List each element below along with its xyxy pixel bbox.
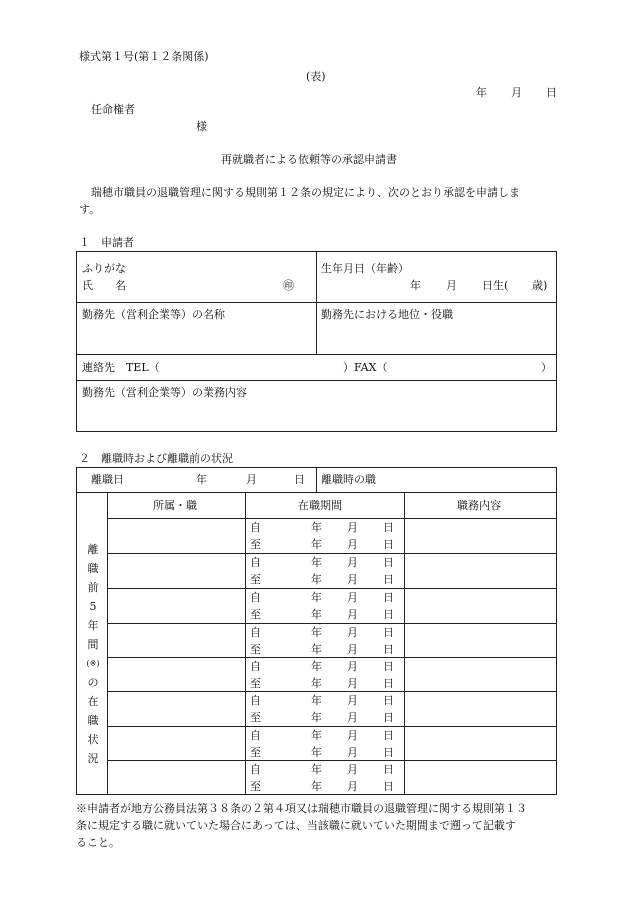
period-row-8-from-m: 月 (347, 763, 358, 776)
period-row-1-to-m: 月 (347, 538, 358, 551)
col-dept-header: 所属・職 (153, 499, 197, 512)
period-row-2-to-m: 月 (347, 573, 358, 586)
period-row-3-from-from: 自 (250, 591, 261, 604)
form-number: 様式第１号(第１２条関係) (79, 50, 209, 63)
retire-post-label: 離職時の職 (321, 473, 376, 486)
employer-position-label: 勤務先における地位・役職 (321, 308, 453, 321)
birth-day-age: 日生( (482, 279, 509, 292)
birth-month: 月 (446, 279, 457, 292)
period-row-2-from-d: 日 (383, 556, 394, 569)
fax-close: ） (541, 361, 552, 374)
section2-heading: ２ 離職時および離職前の状況 (79, 452, 233, 465)
intro-line-2: す。 (79, 203, 101, 216)
period-row-6-to-m: 月 (347, 711, 358, 724)
period-row-8-to-y: 年 (311, 780, 322, 793)
period-row-1-from-d: 日 (383, 521, 394, 534)
section1-heading: １ 申請者 (79, 236, 134, 249)
note-line-2: 条に規定する職に就いていた場合にあっては、当該職に就いていた期間まで遡って記載す (76, 819, 516, 832)
retire-month: 月 (246, 473, 257, 486)
date-day: 日 (546, 86, 557, 99)
intro-line-1: 瑞穂市職員の退職管理に関する規則第１２条の規定により、次のとおり承認を申請しま (91, 186, 520, 199)
period-row-3-from-y: 年 (311, 591, 322, 604)
date-year: 年 (476, 86, 487, 99)
period-row-8-from-d: 日 (383, 763, 394, 776)
document-title: 再就職者による依頼等の承認申請書 (221, 153, 397, 166)
period-row-5-to-to: 至 (250, 677, 261, 690)
period-row-8-from-from: 自 (250, 763, 261, 776)
period-row-5-from-from: 自 (250, 660, 261, 673)
period-row-2-to-to: 至 (250, 573, 261, 586)
period-row-6-to-y: 年 (311, 711, 322, 724)
honorific: 様 (196, 120, 207, 133)
period-row-1-to-d: 日 (383, 538, 394, 551)
side-vertical-label: 離 職 前 5 年 間 (※) の 在 職 状 況 (86, 543, 100, 765)
period-row-3-to-y: 年 (311, 608, 322, 621)
addressee: 任命権者 (91, 103, 135, 116)
period-row-7-to-to: 至 (250, 746, 261, 759)
birth-year: 年 (410, 279, 421, 292)
period-row-8-to-m: 月 (347, 780, 358, 793)
fax-label: ）FAX（ (343, 361, 388, 374)
period-row-3-to-d: 日 (383, 608, 394, 621)
period-row-4-from-m: 月 (347, 626, 358, 639)
period-row-4-to-m: 月 (347, 643, 358, 656)
period-row-5-from-y: 年 (311, 660, 322, 673)
business-label: 勤務先（営利企業等）の業務内容 (82, 386, 247, 399)
period-row-2-to-d: 日 (383, 573, 394, 586)
retire-date-label: 離職日 (91, 473, 124, 486)
note-line-3: ること。 (76, 836, 120, 849)
period-row-8-to-d: 日 (383, 780, 394, 793)
period-row-6-to-d: 日 (383, 711, 394, 724)
period-row-7-to-y: 年 (311, 746, 322, 759)
period-row-4-from-from: 自 (250, 626, 261, 639)
period-row-1-to-to: 至 (250, 538, 261, 551)
period-row-7-from-d: 日 (383, 729, 394, 742)
period-row-8-to-to: 至 (250, 780, 261, 793)
birth-label: 生年月日（年齢） (321, 262, 409, 275)
period-row-1-from-m: 月 (347, 521, 358, 534)
col-period-header: 在職期間 (298, 499, 342, 512)
age-suffix: 歳) (532, 279, 548, 292)
period-row-2-from-y: 年 (311, 556, 322, 569)
period-row-6-from-y: 年 (311, 694, 322, 707)
date-month: 月 (511, 86, 522, 99)
seal-mark: ㊞ (283, 279, 294, 292)
side-label: (表) (306, 70, 326, 83)
period-row-2-to-y: 年 (311, 573, 322, 586)
period-row-7-to-d: 日 (383, 746, 394, 759)
period-row-1-from-from: 自 (250, 521, 261, 534)
period-row-4-from-d: 日 (383, 626, 394, 639)
period-row-3-from-m: 月 (347, 591, 358, 604)
employer-name-label: 勤務先（営利企業等）の名称 (82, 308, 225, 321)
period-row-5-to-m: 月 (347, 677, 358, 690)
period-row-7-from-m: 月 (347, 729, 358, 742)
name-label: 氏 名 (82, 279, 126, 292)
period-row-5-to-y: 年 (311, 677, 322, 690)
period-row-7-from-from: 自 (250, 729, 261, 742)
retire-year: 年 (196, 473, 207, 486)
period-row-5-from-m: 月 (347, 660, 358, 673)
period-row-2-from-from: 自 (250, 556, 261, 569)
col-duties-header: 職務内容 (457, 499, 501, 512)
period-row-2-from-m: 月 (347, 556, 358, 569)
period-row-3-from-d: 日 (383, 591, 394, 604)
period-row-1-from-y: 年 (311, 521, 322, 534)
period-row-4-to-y: 年 (311, 643, 322, 656)
period-row-6-from-m: 月 (347, 694, 358, 707)
period-row-1-to-y: 年 (311, 538, 322, 551)
retire-day: 日 (294, 473, 305, 486)
period-row-5-from-d: 日 (383, 660, 394, 673)
note-line-1: ※申請者が地方公務員法第３８条の２第４項又は瑞穂市職員の退職管理に関する規則第１３ (76, 802, 527, 815)
furigana-label: ふりがな (82, 262, 126, 275)
period-row-3-to-to: 至 (250, 608, 261, 621)
period-row-6-to-to: 至 (250, 711, 261, 724)
period-row-6-from-d: 日 (383, 694, 394, 707)
period-row-8-from-y: 年 (311, 763, 322, 776)
contact-tel-label: 連絡先 TEL（ (82, 361, 160, 374)
period-row-7-to-m: 月 (347, 746, 358, 759)
period-row-5-to-d: 日 (383, 677, 394, 690)
period-row-3-to-m: 月 (347, 608, 358, 621)
period-row-4-to-d: 日 (383, 643, 394, 656)
period-row-7-from-y: 年 (311, 729, 322, 742)
period-row-4-to-to: 至 (250, 643, 261, 656)
period-row-6-from-from: 自 (250, 694, 261, 707)
period-row-4-from-y: 年 (311, 626, 322, 639)
